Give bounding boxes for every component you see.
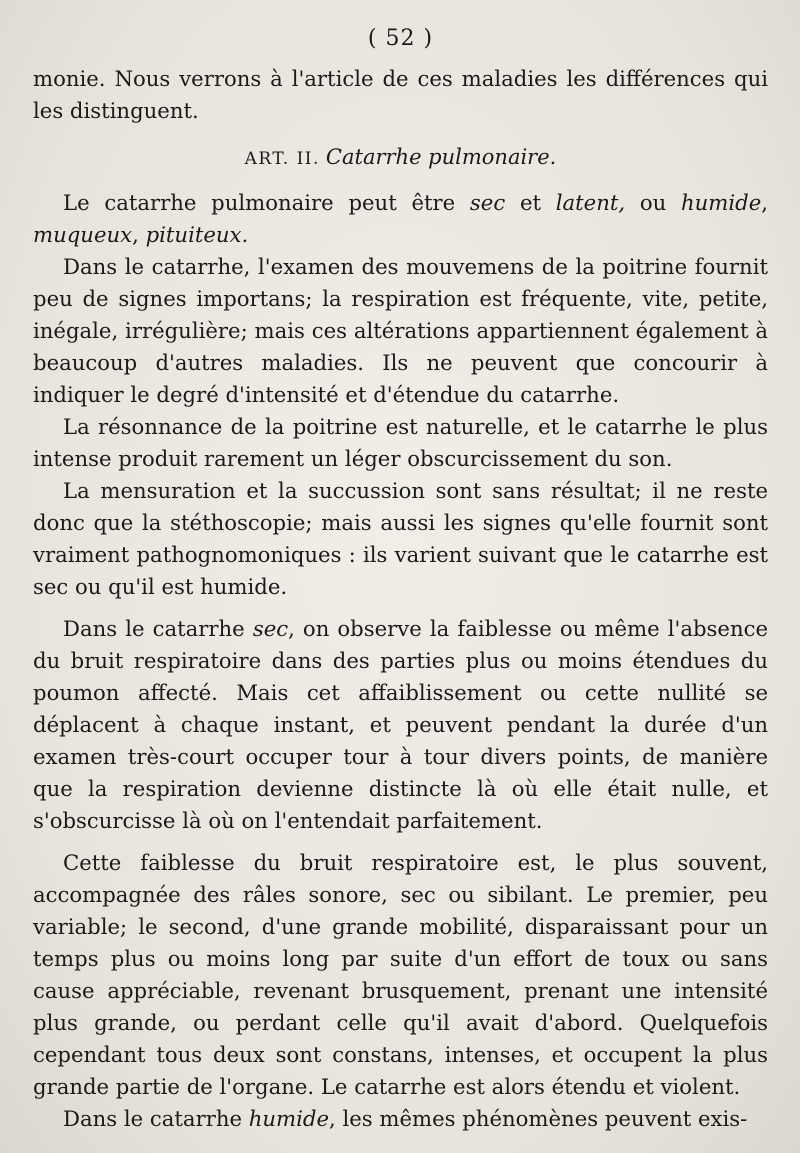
humide-text-2: , les mêmes phénomènes peuvent exis- bbox=[329, 1106, 748, 1131]
intro-text-4: , bbox=[761, 190, 768, 215]
humide-text-1: Dans le catarrhe bbox=[63, 1106, 249, 1131]
resonnance-paragraph: La résonnance de la poitrine est naturelle, et le catarrhe le plus intense produit rarement un léger obscurcissement du son. bbox=[33, 414, 768, 471]
humide-term: humide bbox=[248, 1106, 330, 1131]
intro-term-humide: humide bbox=[680, 190, 762, 215]
intro-term-muqueux: muqueux bbox=[33, 222, 133, 247]
intro-paragraph bbox=[33, 187, 768, 251]
faiblesse-paragraph: Cette faiblesse du bruit respiratoire est, le plus souvent, accompagnée des râles sonore, sec ou sibilant. Le premier, peu variable; le second, d'une grande mobilité, disparaissant pour un temps plus ou moins long par suite d'un effort de toux ou sans cause appréciable, revenant brusquement, prenant une intensité plus grande, ou perdant celle qu'il avait d'abord. Quelquefois cependant tous deux sont constans, intenses, et occupent la plus grande partie de l'organe. Le catarrhe est alors étendu et violent. bbox=[33, 850, 768, 1099]
intro-text-2: et bbox=[505, 190, 556, 215]
section-heading bbox=[33, 141, 768, 175]
intro-text-5: , bbox=[132, 222, 146, 247]
paragraph-gap bbox=[33, 603, 768, 613]
catarrhe-sec-paragraph bbox=[33, 613, 768, 837]
intro-term-latent: latent, bbox=[555, 190, 626, 215]
sec-term: sec bbox=[252, 616, 289, 641]
page-number: ( 52 ) bbox=[367, 26, 434, 51]
intro-text-1: Le catarrhe pulmonaire peut être bbox=[63, 190, 470, 215]
article-title: Catarrhe pulmonaire. bbox=[325, 145, 557, 169]
intro-term-pituiteux: pituiteux. bbox=[145, 222, 249, 247]
intro-term-sec: sec bbox=[469, 190, 506, 215]
article-label: ART. II. bbox=[244, 149, 320, 169]
paragraph-gap bbox=[33, 837, 768, 847]
mensuration-paragraph: La mensuration et la succussion sont sans résultat; il ne reste donc que la stéthoscopie; mais aussi les signes qu'elle fournit sont vraiment pathognomoniques : ils varient suivant que le catarrhe est sec ou qu'il est humide. bbox=[33, 478, 768, 599]
catarrhe-humide-paragraph bbox=[33, 1103, 768, 1135]
intro-text-3: ou bbox=[625, 190, 681, 215]
examen-paragraph: Dans le catarrhe, l'examen des mouvemens de la poitrine fournit peu de signes importans; la respiration est fréquente, vite, petite, inégale, irrégulière; mais ces altérations appartiennent également à beaucoup d'autres maladies. Ils ne peuvent que concourir à indiquer le degré d'intensité et d'étendue du catarrhe. bbox=[33, 254, 768, 407]
continuation-paragraph: monie. Nous verrons à l'article de ces maladies les différences qui les distinguent. bbox=[33, 66, 768, 123]
sec-text-1: Dans le catarrhe bbox=[63, 616, 253, 641]
sec-text-2: , on observe la faiblesse ou même l'absence du bruit respiratoire dans des parties plus ou moins étendues du poumon affecté. Mais cet affaiblissement ou cette nullité se déplacent à chaque instant, et peuvent pendant la durée d'un examen très-court occuper tour à tour divers points, de manière que la respiration devienne distincte là où elle était nulle, et s'obscurcisse là où on l'entendait parfaitement. bbox=[33, 616, 769, 833]
